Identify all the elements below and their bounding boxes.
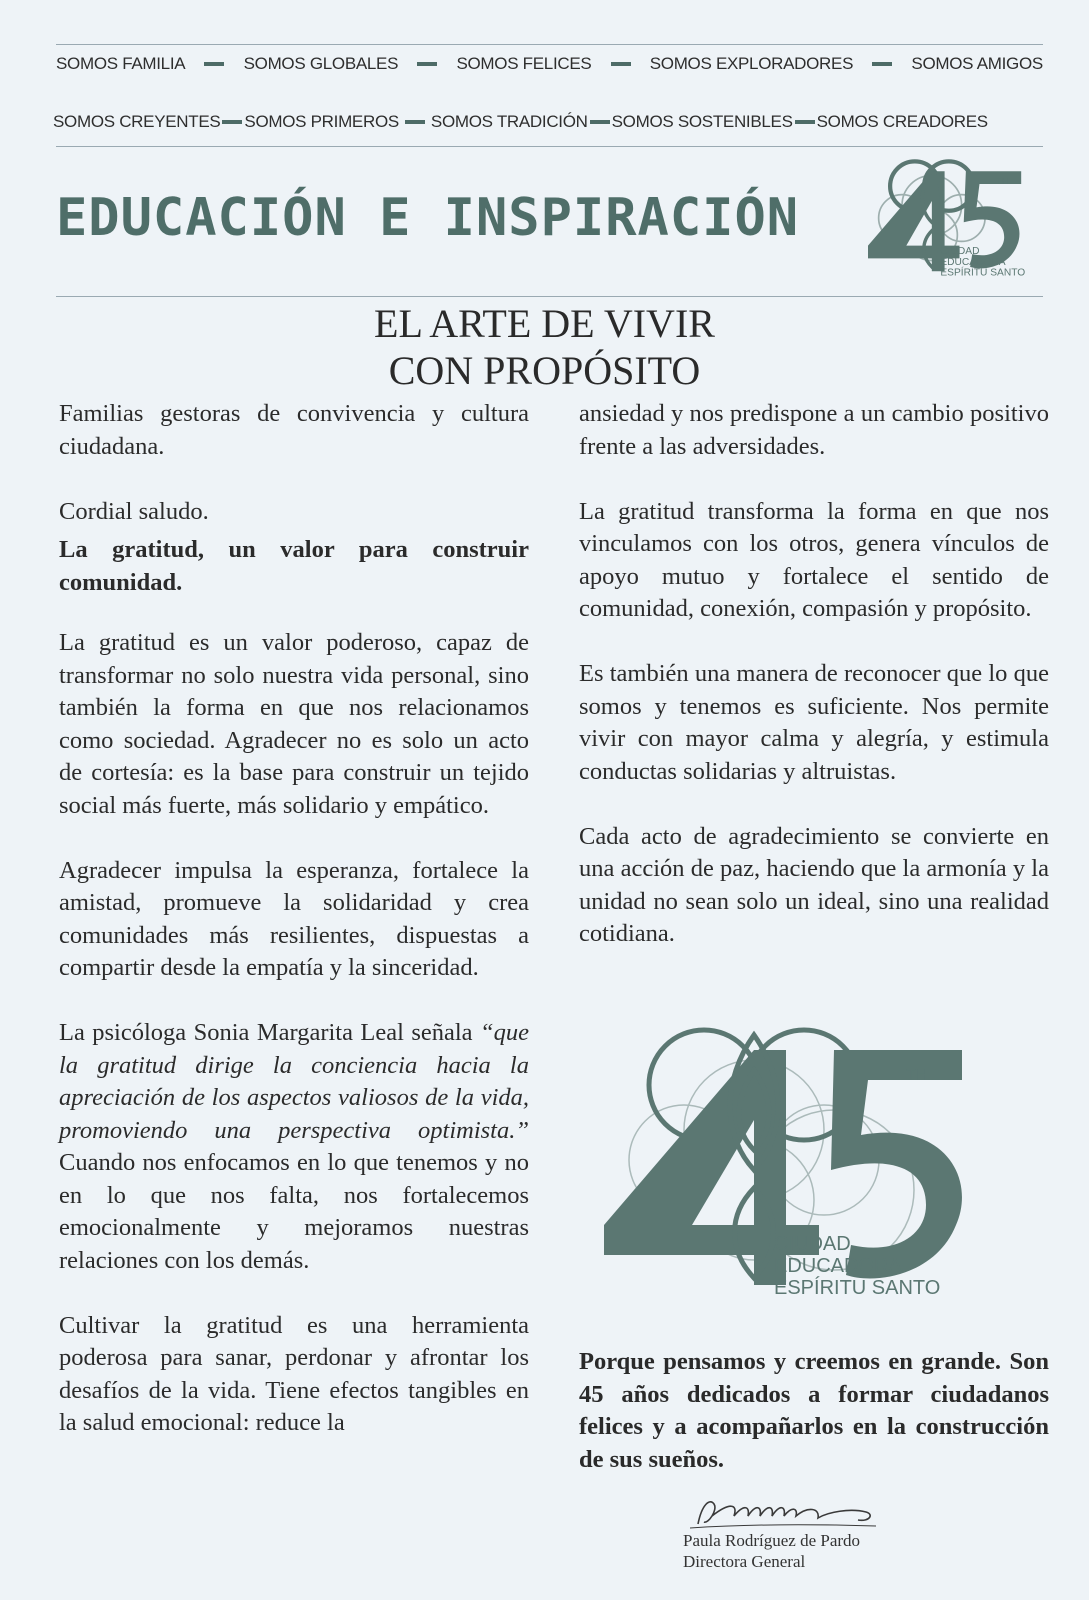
logo-big-line3: ESPÍRITU SANTO [774,1277,941,1299]
tag-separator [872,62,892,66]
signer-name: Paula Rodríguez de Pardo [683,1531,861,1550]
logo-big-suffix: TH [906,1067,928,1084]
paragraph-2: Agradecer impulsa la esperanza, fortalece la amistad, promueve la solidaridad y crea comunidades más resilientes, dispuestas a compartir desde la empatía y la sinceridad. [59,856,529,981]
values-row-1 [56,52,1043,76]
tag-somos-tradicion: SOMOS TRADICIÓN [430,112,588,131]
logo-small-line1: CIUDAD [940,246,980,258]
paragraph-5: La gratitud transforma la forma en que nos vinculamos con los otros, genera vínculos de apoyo mutuo y fortalece el sentido de comunidad, conexión, compasión y propósito. [579,497,1049,622]
anniversary-logo-large [604,1010,980,1310]
top-rule [56,44,1043,45]
tag-somos-creadores: SOMOS CREADORES [816,112,988,131]
left-column [59,398,529,1472]
greeting: Cordial saludo. [59,497,209,525]
tag-separator [204,62,224,66]
paragraph-4-continued: ansiedad y nos predispone a un cambio positivo frente a las adversidades. [579,400,1049,460]
logo-small-line2: EDUCADORA [940,256,1006,268]
quote: “que la gratitud dirige la conciencia hacia la apreciación de los aspectos valiosos de la vida, promoviendo una perspectiva optimista.” [59,1019,529,1144]
paragraph-6: Es también una manera de reconocer que lo que somos y tenemos es suficiente. Nos permite vivir con mayor calma y alegría, y estimula conductas solidarias y altruistas. [579,660,1049,785]
masthead-title: EDUCACIÓN E INSPIRACIÓN [56,188,800,248]
tag-somos-creyentes: SOMOS CREYENTES [53,112,221,131]
logo-small-line3: ESPÍRITU SANTO [940,267,1026,279]
signer-block [683,1530,860,1572]
logo-big-line2: EDUCADORA [774,1255,902,1277]
signer-role: Directora General [683,1552,806,1571]
tag-somos-sostenibles: SOMOS SOSTENIBLES [611,112,793,131]
tag-somos-amigos: SOMOS AMIGOS [911,54,1043,73]
tag-somos-primeros: SOMOS PRIMEROS [244,112,399,131]
paragraph-3-rest: Cuando nos enfocamos en lo que tenemos y no en lo que nos falta, nos fortalecemos emocionalmente y mejoramos nuestras relaciones con los demás. [59,1149,529,1274]
article-title-line2: CON PROPÓSITO [388,348,701,393]
paragraph-7: Cada acto de agradecimiento se convierte en una acción de paz, haciendo que la armonía y la unidad no sean solo un ideal, sino una realidad cotidiana. [579,822,1049,947]
logo-big-line1: CIUDAD [774,1233,851,1255]
handwritten-signature [690,1494,880,1534]
masthead-bottom-rule [56,296,1043,297]
tag-somos-globales: SOMOS GLOBALES [243,54,399,73]
tag-separator [611,62,631,66]
audience: Familias gestoras de convivencia y cultura ciudadana. [59,400,529,460]
tag-separator [590,120,610,124]
tag-separator [222,120,242,124]
tag-somos-felices: SOMOS FELICES [456,54,592,73]
paragraph-3 [59,1017,529,1277]
right-column [579,398,1049,983]
values-row-2 [53,110,1043,134]
tag-separator [795,120,815,124]
paragraph-1: La gratitud es un valor poderoso, capaz de transformar no solo nuestra vida personal, sino también la forma en que nos relacionamos como sociedad. Agradecer no es solo un acto de cortesía: es la base para construir un tejido social más fuerte, más solidario y empático. [59,629,529,819]
tag-somos-familia: SOMOS FAMILIA [56,54,186,73]
paragraph-4: Cultivar la gratitud es una herramienta poderosa para sanar, perdonar y afrontar los desafíos de la vida. Tiene efectos tangibles en la salud emocional: reduce la [59,1311,529,1436]
tag-separator [405,120,425,124]
paragraph-3-intro: La psicóloga Sonia Margarita Leal señala [59,1019,480,1046]
article-title-line1: EL ARTE DE VIVIR [374,301,715,346]
article-subtitle: La gratitud, un valor para construir comunidad. [59,536,529,596]
anniversary-logo-small [868,154,1028,282]
tag-separator [417,62,437,66]
tag-somos-exploradores: SOMOS EXPLORADORES [649,54,854,73]
tags-bottom-rule [56,146,1043,147]
article-title [0,300,1089,394]
logo-small-suffix: TH [995,175,1009,186]
closing-statement: Porque pensamos y creemos en grande. Son 45 años dedicados a formar ciudadanos felices y a acompañarlos en la construcción de sus sueños. [579,1348,1049,1473]
